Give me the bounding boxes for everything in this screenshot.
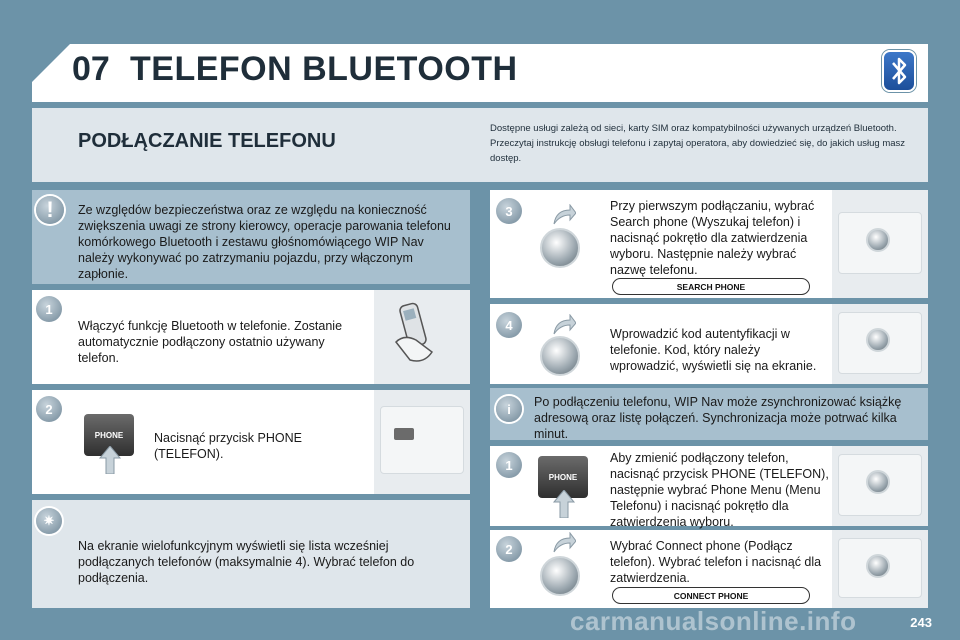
rotary-knob[interactable]: [540, 336, 580, 376]
step2-badge: 2: [36, 396, 62, 422]
chapter-number: 07: [72, 50, 110, 88]
change-step2-text: Wybrać Connect phone (Podłącz telefon). Wybrać telefon i nacisnąć dla zatwierdzenia.: [610, 539, 822, 585]
change-step1-text: Aby zmienić podłączony telefon, nacisnąć przycisk PHONE (TELEFON), następnie wybrać Phone Menu (Menu Telefonu) i nacisnąć pokrętło dla zatwierdzenia wyboru.: [610, 451, 829, 529]
step2-text: Nacisnąć przycisk PHONE (TELEFON).: [154, 431, 302, 461]
phone-button[interactable]: PHONE: [84, 414, 134, 456]
radio-panel-image: [374, 390, 470, 494]
radio-knob: [866, 470, 890, 494]
section-title: PODŁĄCZANIE TELEFONU: [78, 130, 336, 152]
radio-knob: [866, 228, 890, 252]
warning-icon: !: [36, 196, 64, 224]
rotate-arrow-icon: [552, 532, 576, 559]
page-title: TELEFON BLUETOOTH: [130, 50, 518, 88]
step1-text: Włączyć funkcję Bluetooth w telefonie. Zostanie automatycznie podłączony ostatnio używany telefon.: [78, 319, 343, 365]
radio-knob: [866, 328, 890, 352]
step1-badge: 1: [36, 296, 62, 322]
search-phone-label: SEARCH PHONE: [612, 278, 810, 295]
press-arrow-icon: [98, 446, 122, 479]
tip-text: Na ekranie wielofunkcyjnym wyświetli się lista wcześniej podłączanych telefonów (maksymalnie 4). Wybrać telefon do podłączenia.: [78, 539, 415, 585]
step3-badge: 3: [496, 198, 522, 224]
phone-key-highlight: [394, 428, 414, 440]
change-step1-badge: 1: [496, 452, 522, 478]
rotary-knob[interactable]: [540, 228, 580, 268]
warning-text: Ze względów bezpieczeństwa oraz ze względu na konieczność zwiększenia uwagi ze strony kierowcy, operacje parowania telefonu komórkowego Bluetooth i zestawu głośnomówiącego WIP Nav należy wykonywać po zatrzymaniu pojazdu, przy włączonym zapłonie.: [78, 203, 451, 281]
phone-hand-image: [374, 290, 470, 384]
radio-panel-image: [832, 304, 928, 384]
connect-phone-label: CONNECT PHONE: [612, 587, 810, 604]
radio-panel-image: [832, 530, 928, 608]
info-text: Po podłączeniu telefonu, WIP Nav może zsynchronizować książkę adresową oraz listę połączeń. Synchronizacja może potrwać kilka minut.: [534, 395, 902, 441]
rotary-knob[interactable]: [540, 556, 580, 596]
press-arrow-icon: [552, 490, 576, 523]
rotate-arrow-icon: [552, 204, 576, 231]
section-note: Dostępne usługi zależą od sieci, karty SIM oraz kompatybilności używanych urządzeń Bluetooth. Przeczytaj instrukcję obsługi telefonu i zapytaj operatora, aby dowiedzieć się, do jakich usług masz dostęp.: [490, 123, 906, 164]
phone-button[interactable]: PHONE: [538, 456, 588, 498]
change-step2-badge: 2: [496, 536, 522, 562]
step3-text: Przy pierwszym podłączaniu, wybrać Search phone (Wyszukaj telefon) i nacisnąć pokrętło dla zatwierdzenia wyboru. Następnie należy wybrać nazwę telefonu.: [610, 199, 815, 277]
radio-knob: [866, 554, 890, 578]
step4-text: Wprowadzić kod autentyfikacji w telefonie. Kod, który należy wprowadzić, wyświetli się na ekranie.: [610, 327, 817, 373]
radio-panel-image: [832, 446, 928, 526]
tip-sun-icon: ✷: [36, 508, 62, 534]
radio-panel-image: [832, 190, 928, 298]
info-icon: i: [496, 396, 522, 422]
page-number: 243: [910, 615, 932, 630]
watermark: carmanualsonline.info: [570, 606, 857, 636]
bluetooth-icon: [882, 50, 916, 92]
radio-panel: [380, 406, 464, 474]
step4-badge: 4: [496, 312, 522, 338]
